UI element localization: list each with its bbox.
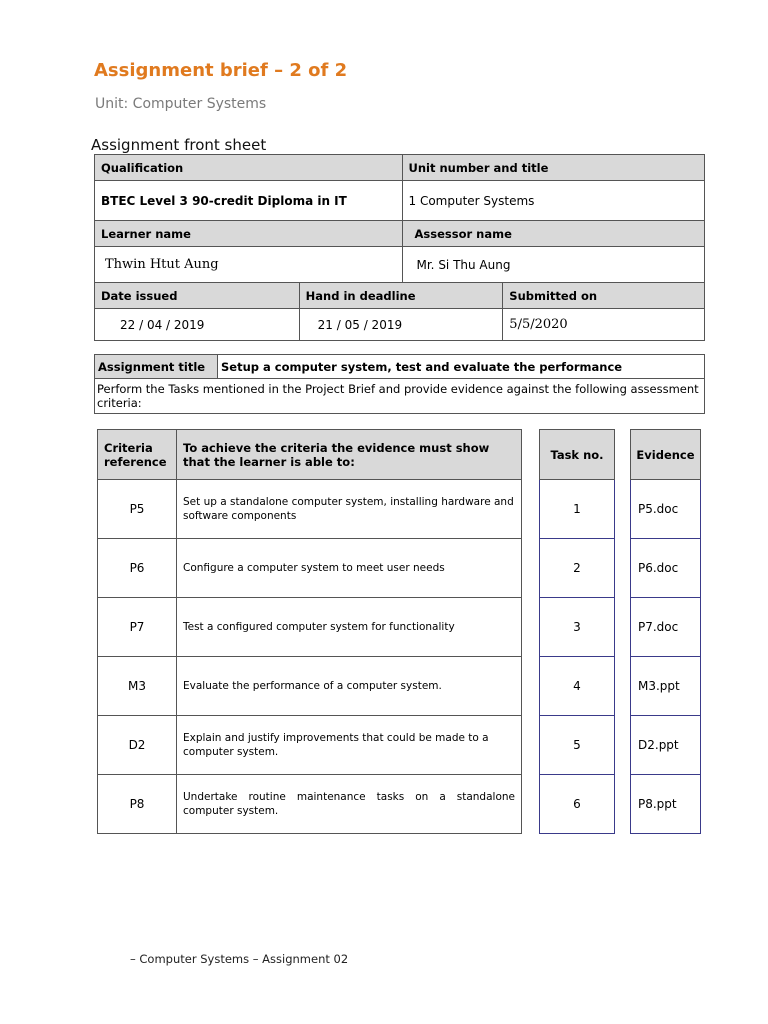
brief-title: Assignment brief – 2 of 2 xyxy=(94,60,348,81)
task-number: 2 xyxy=(540,539,615,598)
evidence-table xyxy=(630,429,701,834)
assignment-title-label: Assignment title xyxy=(95,355,218,379)
date-issued-label: Date issued xyxy=(95,283,300,309)
unit-value: 1 Computer Systems xyxy=(402,181,705,221)
criteria-text: Evaluate the performance of a computer system. xyxy=(177,657,522,716)
sheet-title: Assignment front sheet xyxy=(91,136,267,154)
criteria-ref: M3 xyxy=(98,657,177,716)
table-row xyxy=(98,716,522,775)
criteria-table xyxy=(97,429,522,834)
assignment-title-value: Setup a computer system, test and evaluate the performance xyxy=(218,355,705,379)
evidence-file: P5.doc xyxy=(631,480,701,539)
evidence-file: D2.ppt xyxy=(631,716,701,775)
criteria-text: Test a configured computer system for functionality xyxy=(177,598,522,657)
task-number: 5 xyxy=(540,716,615,775)
criteria-text: Undertake routine maintenance tasks on a standalone computer system. xyxy=(177,775,522,834)
assignment-description: Perform the Tasks mentioned in the Project Brief and provide evidence against the following assessment criteria: xyxy=(95,379,705,414)
criteria-ref: P7 xyxy=(98,598,177,657)
task-number: 3 xyxy=(540,598,615,657)
criteria-ref: D2 xyxy=(98,716,177,775)
table-row xyxy=(98,775,522,834)
task-number: 6 xyxy=(540,775,615,834)
criteria-ref-header: Criteria reference xyxy=(98,430,177,480)
evidence-header: Evidence xyxy=(631,430,701,480)
qualification-label: Qualification xyxy=(95,155,403,181)
unit-label: Unit number and title xyxy=(402,155,705,181)
unit-subtitle: Unit: Computer Systems xyxy=(95,96,267,112)
assignment-title-table xyxy=(94,354,705,414)
table-row xyxy=(98,598,522,657)
criteria-ref: P8 xyxy=(98,775,177,834)
task-number: 4 xyxy=(540,657,615,716)
evidence-file: M3.ppt xyxy=(631,657,701,716)
criteria-text: Set up a standalone computer system, installing hardware and software components xyxy=(177,480,522,539)
table-row xyxy=(98,657,522,716)
table-row xyxy=(98,480,522,539)
deadline-value: 21 / 05 / 2019 xyxy=(299,309,503,341)
page-footer: – Computer Systems – Assignment 02 xyxy=(130,952,349,966)
date-issued-value: 22 / 04 / 2019 xyxy=(95,309,300,341)
evidence-file: P8.ppt xyxy=(631,775,701,834)
evidence-file: P6.doc xyxy=(631,539,701,598)
submitted-value: 5/5/2020 xyxy=(503,309,705,341)
assessor-label: Assessor name xyxy=(402,221,705,247)
learner-label: Learner name xyxy=(95,221,403,247)
criteria-ref: P5 xyxy=(98,480,177,539)
criteria-text: Explain and justify improvements that could be made to a computer system. xyxy=(177,716,522,775)
qualification-value: BTEC Level 3 90-credit Diploma in IT xyxy=(95,181,403,221)
task-header: Task no. xyxy=(540,430,615,480)
learner-value: Thwin Htut Aung xyxy=(95,247,403,283)
evidence-file: P7.doc xyxy=(631,598,701,657)
deadline-label: Hand in deadline xyxy=(299,283,503,309)
criteria-evidence-header: To achieve the criteria the evidence must show that the learner is able to: xyxy=(177,430,522,480)
task-table xyxy=(539,429,615,834)
submitted-label: Submitted on xyxy=(503,283,705,309)
criteria-ref: P6 xyxy=(98,539,177,598)
criteria-text: Configure a computer system to meet user needs xyxy=(177,539,522,598)
table-row xyxy=(98,539,522,598)
front-sheet-table xyxy=(94,154,705,341)
task-number: 1 xyxy=(540,480,615,539)
assessor-value: Mr. Si Thu Aung xyxy=(402,247,705,283)
